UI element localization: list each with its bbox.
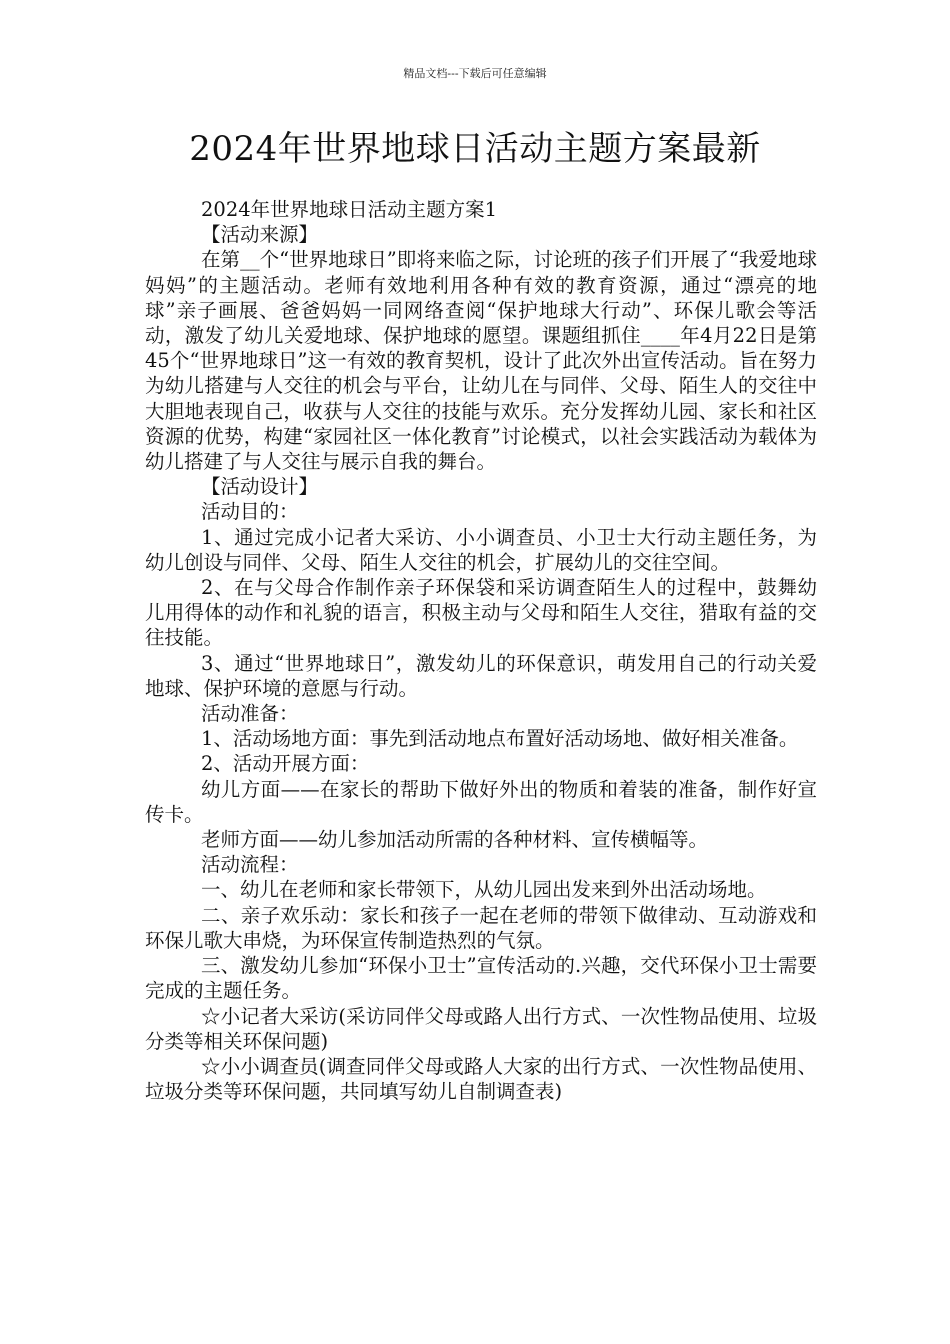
paragraph: 三、激发幼儿参加“环保小卫士”宣传活动的.兴趣，交代环保小卫士需要完成的主题任务。	[145, 954, 817, 1003]
paragraph: 在第__个“世界地球日”即将来临之际，讨论班的孩子们开展了“我爱地球妈妈”的主题活动。老师有效地利用各种有效的教育资源，通过“漂亮的地球”亲子画展、爸爸妈妈一同网络查阅“保护地球大行动”、环保儿歌会等活动，激发了幼儿关爱地球、保护地球的愿望。课题组抓住____年4月22日是第45个“世界地球日”这一有效的教育契机，设计了此次外出宣传活动。旨在努力为幼儿搭建与人交往的机会与平台，让幼儿在与同伴、父母、陌生人的交往中大胆地表现自己，收获与人交往的技能与欢乐。充分发挥幼儿园、家长和社区资源的优势，构建“家园社区一体化教育”讨论模式，以社会实践活动为载体为幼儿搭建了与人交往与展示自我的舞台。	[145, 248, 817, 474]
paragraph: 2、活动开展方面：	[201, 752, 370, 776]
document-body	[145, 197, 817, 1104]
subsection-heading: 【活动来源】	[201, 223, 319, 247]
paragraph: 幼儿方面——在家长的帮助下做好外出的物质和着装的准备，制作好宣传卡。	[145, 777, 817, 826]
paragraph: 活动准备：	[201, 702, 299, 726]
paragraph: 二、亲子欢乐动：家长和孩子一起在老师的带领下做律动、互动游戏和环保儿歌大串烧，为环保宣传制造热烈的气氛。	[145, 903, 817, 952]
header-note: 精品文档---下载后可任意编辑	[403, 67, 547, 80]
paragraph: 活动流程：	[201, 853, 299, 877]
paragraph: 2、在与父母合作制作亲子环保袋和采访调查陌生人的过程中，鼓舞幼儿用得体的动作和礼貌的语言，积极主动与父母和陌生人交往，猎取有益的交往技能。	[145, 576, 817, 650]
paragraph: 老师方面——幼儿参加活动所需的各种材料、宣传横幅等。	[201, 828, 709, 852]
subsection-heading: 【活动设计】	[201, 475, 319, 499]
paragraph: 3、通过“世界地球日”，激发幼儿的环保意识，萌发用自己的行动关爱地球、保护环境的意愿与行动。	[145, 651, 817, 700]
paragraph: 活动目的：	[201, 500, 299, 524]
document-title: 2024年世界地球日活动主题方案最新	[189, 129, 761, 169]
paragraph: 1、通过完成小记者大采访、小小调查员、小卫士大行动主题任务，为幼儿创设与同伴、父母、陌生人交往的机会，扩展幼儿的交往空间。	[145, 525, 817, 574]
paragraph: 1、活动场地方面：事先到活动地点布置好活动场地、做好相关准备。	[201, 727, 799, 751]
paragraph: 一、幼儿在老师和家长带领下，从幼儿园出发来到外出活动场地。	[201, 878, 767, 902]
paragraph: ☆小记者大采访(采访同伴父母或路人出行方式、一次性物品使用、垃圾分类等相关环保问题)	[145, 1004, 817, 1053]
section-heading: 2024年世界地球日活动主题方案1	[201, 198, 498, 221]
paragraph: ☆小小调查员(调查同伴父母或路人大家的出行方式、一次性物品使用、垃圾分类等环保问题，共同填写幼儿自制调查表)	[145, 1054, 817, 1104]
